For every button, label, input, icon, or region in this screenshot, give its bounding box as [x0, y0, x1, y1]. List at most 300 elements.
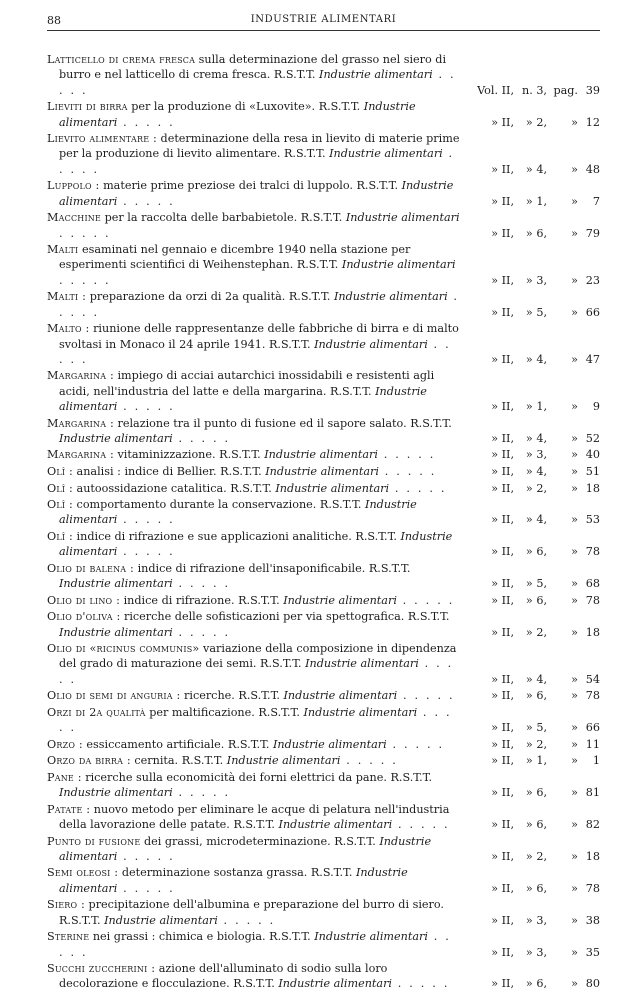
- ref-page-label: »: [571, 226, 578, 240]
- ref-volume: » II,: [491, 352, 514, 366]
- entry-journal: Industrie alimentari: [341, 258, 456, 272]
- entry-heading: Siero :: [47, 898, 85, 912]
- entry-source: R.S.T.T.: [310, 866, 353, 880]
- entry-description: determinazione sostanza grassa.: [121, 866, 308, 880]
- ref-issue: » 6,: [525, 689, 547, 703]
- entry-reference: [462, 273, 600, 288]
- entry-reference: [462, 785, 600, 800]
- ref-issue: » 4,: [525, 431, 547, 445]
- entry-text: [47, 131, 462, 177]
- index-entry: [47, 688, 600, 703]
- ref-volume: Vol. II,: [477, 83, 514, 97]
- ref-page-label: »: [571, 754, 578, 768]
- entry-reference: [462, 753, 600, 768]
- entry-source: R.S.T.T.: [283, 147, 326, 161]
- ref-volume: » II,: [491, 448, 514, 462]
- entry-source: R.S.T.T.: [288, 290, 331, 304]
- entry-description: nuovo metodo per eliminare le acque di pelatura nell'industria della lavorazione delle patate.: [59, 802, 450, 831]
- entry-reference: [462, 720, 600, 735]
- leader-dots: . . . . .: [340, 754, 399, 768]
- entry-heading: Pane :: [47, 770, 82, 784]
- entry-journal: Industrie alimentari: [226, 754, 341, 768]
- entry-journal: Industrie alimentari: [59, 384, 427, 414]
- entry-source: R.S.T.T.: [356, 179, 399, 193]
- ref-page: 52: [585, 431, 600, 445]
- ref-issue: » 3,: [525, 945, 547, 959]
- entry-reference: [462, 226, 600, 241]
- entry-heading: Macchine: [47, 211, 102, 225]
- entry-heading: Orzo :: [47, 737, 83, 751]
- ref-issue: » 2,: [525, 625, 547, 639]
- entry-heading: Malto :: [47, 322, 90, 336]
- entry-journal: Industrie alimentari: [59, 834, 432, 863]
- leader-dots: . . . . .: [117, 545, 175, 559]
- ref-page-label: »: [571, 465, 578, 478]
- ref-volume: » II,: [491, 431, 514, 445]
- leader-dots: . . . . .: [59, 705, 452, 735]
- index-entry: [47, 897, 600, 928]
- leader-dots: . . . . .: [378, 465, 437, 478]
- entry-source: R.S.T.T.: [296, 258, 339, 272]
- entry-text: [47, 321, 462, 367]
- leader-dots: . . . . .: [172, 786, 231, 800]
- entry-journal: Industrie alimentari: [59, 498, 417, 527]
- entry-heading: Lievito alimentare :: [47, 132, 157, 146]
- page-number: 88: [47, 14, 61, 27]
- entry-source: R.S.T.T.: [334, 834, 376, 848]
- leader-dots: . . . . .: [389, 481, 447, 495]
- ref-page: 48: [585, 162, 600, 176]
- entry-text: [47, 368, 462, 414]
- entry-text: [47, 178, 462, 209]
- entry-source: R.S.T.T.: [390, 770, 433, 784]
- ref-page-label: »: [571, 481, 578, 495]
- ref-issue: » 2,: [525, 115, 547, 129]
- ref-issue: » 5,: [525, 305, 547, 319]
- ref-issue: » 2,: [525, 849, 547, 863]
- index-entry: [47, 705, 600, 736]
- entry-reference: [462, 576, 600, 591]
- ref-volume: » II,: [491, 273, 514, 287]
- entry-text: [47, 705, 462, 736]
- ref-volume: » II,: [491, 305, 514, 319]
- entry-heading: Orzi di 2a qualità: [47, 705, 146, 719]
- entry-journal: Industrie alimentari: [333, 290, 448, 304]
- entry-description: essiccamento artificiale.: [86, 737, 225, 751]
- ref-page: 78: [585, 545, 600, 559]
- entry-heading: Patate :: [47, 802, 91, 816]
- leader-dots: . . . . .: [59, 273, 111, 287]
- leader-dots: . . . . .: [117, 194, 175, 208]
- ref-page-label: »: [571, 737, 578, 751]
- entry-description: indice di rifrazione dell'insaponificabile.: [137, 561, 366, 575]
- ref-page-label: »: [571, 818, 578, 831]
- leader-dots: . . . . .: [397, 689, 455, 703]
- page-header: [47, 14, 600, 28]
- entry-journal: Industrie alimentari: [59, 577, 173, 591]
- entry-source: R.S.T.T.: [319, 498, 362, 512]
- ref-page: 1: [592, 754, 600, 768]
- entry-description: riunione delle rappresentanze delle fabbriche di birra e di malto svoltasi in Monaco il 24 aprile 1941.: [59, 322, 459, 351]
- ref-page: 11: [585, 737, 600, 751]
- ref-issue: » 6,: [525, 977, 547, 991]
- entry-text: [47, 561, 462, 592]
- entry-reference: [462, 881, 600, 896]
- entry-heading: Margarina :: [47, 369, 114, 383]
- leader-dots: . . . . .: [59, 290, 460, 319]
- ref-page: 39: [585, 83, 600, 97]
- entry-reference: [462, 481, 600, 496]
- entry-description: per la produzione di «Luxovite».: [131, 100, 316, 114]
- ref-page: 18: [585, 625, 600, 639]
- entry-heading: Margarina :: [47, 416, 114, 430]
- ref-volume: » II,: [491, 625, 514, 639]
- ref-page-label: »: [571, 577, 578, 591]
- ref-page: 66: [585, 305, 600, 319]
- ref-issue: » 2,: [525, 737, 547, 751]
- ref-page-label: »: [571, 352, 578, 366]
- entry-text: [47, 834, 462, 865]
- entry-heading: Olio di balena :: [47, 561, 135, 575]
- ref-page-label: »: [571, 849, 578, 863]
- entry-reference: [462, 945, 600, 960]
- ref-page-label: »: [571, 721, 578, 735]
- entry-reference: [462, 352, 600, 367]
- entry-reference: [462, 194, 600, 209]
- entry-description: vitaminizzazione.: [117, 448, 216, 462]
- entry-heading: Olî :: [47, 498, 73, 512]
- ref-issue: » 6,: [525, 226, 547, 240]
- leader-dots: . . . . .: [117, 115, 175, 129]
- ref-issue: n. 3,: [522, 83, 547, 97]
- leader-dots: . . . . .: [392, 977, 450, 991]
- entry-heading: Olî :: [47, 481, 73, 495]
- entry-heading: Punto di fusione: [47, 834, 141, 848]
- ref-page-label: »: [571, 115, 578, 129]
- entry-text: [47, 99, 462, 130]
- index-entry: [47, 210, 600, 241]
- ref-page-label: »: [571, 431, 578, 445]
- entry-description: indice di rifrazione.: [123, 593, 235, 607]
- leader-dots: . . . . .: [172, 625, 231, 639]
- ref-issue: » 3,: [525, 273, 547, 287]
- entry-journal: Industrie alimentari: [283, 689, 398, 703]
- ref-volume: » II,: [491, 481, 514, 495]
- entry-reference: [462, 162, 600, 177]
- index-entry: [47, 737, 600, 752]
- entry-journal: Industrie alimentari: [314, 930, 428, 944]
- entry-heading: Margarina :: [47, 448, 114, 462]
- entry-source: R.S.T.T.: [330, 384, 372, 398]
- entry-description: nei grassi : chimica e biologia.: [92, 930, 266, 944]
- entry-text: [47, 753, 462, 768]
- index-entry: [47, 641, 600, 687]
- ref-issue: » 2,: [525, 481, 547, 495]
- entry-description: per la raccolta delle barbabietole.: [104, 211, 298, 225]
- entry-source: R.S.T.T.: [269, 930, 311, 944]
- index-entry: [47, 529, 600, 560]
- ref-volume: » II,: [491, 513, 514, 527]
- ref-page-label: »: [571, 881, 578, 895]
- entry-text: [47, 609, 462, 640]
- entry-source: R.S.T.T.: [220, 465, 262, 478]
- entry-source: R.S.T.T.: [269, 337, 311, 351]
- ref-volume: » II,: [491, 881, 514, 895]
- entry-description: impiego di acciai autarchici inossidabili e resistenti agli acidi, nell'industria del latte e della margarina.: [59, 369, 435, 398]
- entry-description: relazione tra il punto di fusione ed il sapore salato.: [117, 416, 407, 430]
- entry-reference: [462, 672, 600, 687]
- ref-page: 18: [585, 481, 600, 495]
- entry-reference: [462, 913, 600, 928]
- entry-description: dei grassi, microdeterminazione.: [143, 834, 331, 848]
- index-entry: [47, 52, 600, 98]
- entry-journal: Industrie alimentari: [278, 818, 393, 831]
- index-entry: [47, 242, 600, 288]
- entry-journal: Industrie alimentari: [319, 68, 433, 82]
- ref-issue: » 5,: [525, 577, 547, 591]
- entry-text: [47, 929, 462, 960]
- entry-description: per maltificazione.: [149, 705, 255, 719]
- entry-heading: Latticello di crema fresca: [47, 53, 196, 66]
- entry-text: [47, 242, 462, 288]
- ref-issue: » 4,: [525, 162, 547, 176]
- entry-source: R.S.T.T.: [273, 68, 316, 82]
- ref-volume: » II,: [491, 465, 514, 478]
- index-entries: [47, 52, 600, 993]
- leader-dots: . . . . .: [59, 337, 451, 366]
- entry-heading: Lieviti di birra: [47, 100, 128, 114]
- entry-reference: [462, 447, 600, 462]
- entry-text: [47, 210, 462, 241]
- entry-text: [47, 593, 462, 608]
- entry-source: R.S.T.T.: [238, 593, 280, 607]
- entry-heading: Succhi zuccherini :: [47, 962, 156, 976]
- ref-page-label: »: [571, 672, 578, 686]
- entry-description: cernita.: [134, 754, 179, 768]
- entry-reference: [462, 544, 600, 559]
- ref-page-label: »: [571, 625, 578, 639]
- entry-reference: [462, 737, 600, 752]
- header-rule: [47, 30, 600, 31]
- entry-reference: [462, 625, 600, 640]
- ref-page-label: »: [571, 913, 578, 927]
- ref-volume: » II,: [491, 913, 514, 927]
- ref-volume: » II,: [491, 115, 514, 129]
- ref-volume: » II,: [491, 577, 514, 591]
- ref-volume: » II,: [491, 162, 514, 176]
- leader-dots: . . . . .: [117, 513, 175, 527]
- entry-text: [47, 464, 462, 479]
- entry-source: R.S.T.T.: [219, 448, 261, 462]
- entry-journal: Industrie alimentari: [59, 866, 408, 895]
- index-entry: [47, 753, 600, 768]
- entry-description: ricerche.: [184, 689, 235, 703]
- entry-journal: Industrie alimentari: [314, 337, 428, 351]
- index-entry: [47, 961, 600, 992]
- ref-page-label: »: [571, 977, 578, 991]
- ref-page: 78: [585, 881, 600, 895]
- entry-description: ricerche sulla economicità dei forni elettrici da pane.: [85, 770, 387, 784]
- ref-page-label: »: [571, 400, 578, 414]
- index-entry: [47, 929, 600, 960]
- entry-reference: [462, 399, 600, 414]
- ref-issue: » 4,: [525, 672, 547, 686]
- ref-volume: » II,: [491, 689, 514, 703]
- entry-journal: Industrie alimentari: [59, 529, 453, 559]
- ref-volume: » II,: [491, 226, 514, 240]
- index-entry: [47, 368, 600, 414]
- entry-description: azione dell'alluminato di sodio sulla loro decolorazione e flocculazione.: [59, 962, 388, 991]
- entry-reference: [462, 849, 600, 864]
- entry-source: R.S.T.T.: [233, 977, 275, 991]
- entry-reference: [462, 115, 600, 130]
- entry-heading: Malti :: [47, 290, 87, 304]
- entry-text: [47, 497, 462, 528]
- ref-page: 53: [585, 513, 600, 527]
- entry-heading: Luppolo :: [47, 179, 100, 193]
- entry-text: [47, 52, 462, 98]
- entry-description: determinazione della resa in lievito di materie prime per la produzione di lievito alimentare.: [59, 132, 460, 161]
- entry-source: R.S.T.T.: [410, 416, 452, 430]
- entry-journal: Industrie alimentari: [275, 481, 390, 495]
- index-entry: [47, 321, 600, 367]
- ref-issue: » 6,: [525, 881, 547, 895]
- entry-text: [47, 529, 462, 560]
- entry-reference: [462, 464, 600, 479]
- ref-page: 7: [592, 194, 600, 208]
- entry-description: materie prime preziose dei tralci di luppolo.: [103, 179, 353, 193]
- ref-volume: » II,: [491, 737, 514, 751]
- index-entry: [47, 131, 600, 177]
- ref-page: 9: [592, 400, 600, 414]
- ref-page: 23: [585, 273, 600, 287]
- entry-text: [47, 865, 462, 896]
- ref-page-label: »: [571, 513, 578, 527]
- entry-journal: Industrie alimentari: [303, 705, 418, 719]
- ref-page: 66: [585, 721, 600, 735]
- entry-heading: Malti: [47, 243, 79, 257]
- ref-issue: » 6,: [525, 818, 547, 831]
- ref-page: 80: [585, 977, 600, 991]
- entry-text: [47, 481, 462, 496]
- leader-dots: . . . . .: [392, 818, 450, 831]
- entry-heading: Olio d'oliva :: [47, 610, 121, 624]
- entry-reference: [462, 593, 600, 608]
- ref-issue: » 6,: [525, 593, 547, 607]
- entry-text: [47, 688, 462, 703]
- entry-heading: Sterine: [47, 930, 90, 944]
- entry-reference: [462, 688, 600, 703]
- entry-source: R.S.T.T.: [355, 529, 397, 543]
- entry-text: [47, 897, 462, 928]
- ref-volume: » II,: [491, 849, 514, 863]
- index-entry: [47, 416, 600, 447]
- ref-volume: » II,: [491, 818, 514, 831]
- entry-journal: Industrie alimentari: [283, 593, 397, 607]
- ref-page-label: »: [571, 689, 578, 703]
- index-entry: [47, 802, 600, 833]
- ref-page-label: »: [571, 162, 578, 176]
- leader-dots: . . . . .: [396, 593, 455, 607]
- ref-issue: » 6,: [525, 786, 547, 800]
- leader-dots: . . . . .: [117, 881, 175, 895]
- leader-dots: . . . . .: [59, 68, 456, 97]
- ref-page-label: »: [571, 305, 578, 319]
- index-entry: [47, 464, 600, 479]
- entry-description: indice di rifrazione e sue applicazioni analitiche.: [76, 529, 352, 543]
- ref-page: 81: [585, 786, 600, 800]
- ref-page: 40: [585, 448, 600, 462]
- ref-page: 82: [585, 818, 600, 831]
- entry-source: R.S.T.T.: [407, 610, 450, 624]
- entry-text: [47, 802, 462, 833]
- leader-dots: . . . . .: [217, 913, 276, 927]
- ref-volume: » II,: [491, 194, 514, 208]
- ref-issue: » 3,: [525, 448, 547, 462]
- leader-dots: . . . . .: [377, 448, 436, 462]
- ref-page: 78: [585, 689, 600, 703]
- ref-page-label: »: [571, 545, 578, 559]
- entry-description: ricerche delle sofisticazioni per via spettografica.: [123, 610, 405, 624]
- ref-issue: » 3,: [525, 913, 547, 927]
- running-title: INDUSTRIE ALIMENTARI: [250, 14, 397, 25]
- ref-volume: » II,: [491, 545, 514, 559]
- leader-dots: . . . . .: [59, 930, 451, 959]
- entry-heading: Olî :: [47, 465, 73, 478]
- entry-source: R.S.T.T.: [233, 818, 275, 831]
- entry-journal: Industrie alimentari: [59, 179, 454, 208]
- ref-volume: » II,: [491, 754, 514, 768]
- ref-page-label: pag.: [553, 83, 578, 97]
- ref-issue: » 1,: [525, 400, 547, 414]
- index-entry: [47, 593, 600, 608]
- entry-journal: Industrie alimentari: [278, 977, 393, 991]
- entry-description: precipitazione dell'albumina e preparazione del burro di siero.: [88, 898, 444, 912]
- entry-journal: Industrie alimentari: [104, 913, 218, 927]
- entry-description: analisi : indice di Bellier.: [76, 465, 217, 478]
- ref-page: 35: [585, 945, 600, 959]
- entry-reference: [462, 976, 600, 991]
- entry-source: R.S.T.T.: [59, 913, 101, 927]
- ref-issue: » 4,: [525, 465, 547, 478]
- index-entry: [47, 497, 600, 528]
- ref-issue: » 1,: [525, 754, 547, 768]
- ref-page-label: »: [571, 786, 578, 800]
- entry-text: [47, 770, 462, 801]
- index-entry: [47, 834, 600, 865]
- entry-journal: Industrie alimentari: [329, 147, 443, 161]
- ref-page: 54: [585, 672, 600, 686]
- ref-page: 78: [585, 593, 600, 607]
- index-entry: [47, 609, 600, 640]
- ref-page-label: »: [571, 593, 578, 607]
- entry-text: [47, 737, 462, 752]
- ref-issue: » 1,: [525, 194, 547, 208]
- index-entry: [47, 865, 600, 896]
- ref-issue: » 4,: [525, 352, 547, 366]
- entry-journal: Industrie alimentari: [59, 100, 416, 129]
- entry-description: autoossidazione catalitica.: [76, 481, 227, 495]
- index-entry: [47, 770, 600, 801]
- entry-description: sulla determinazione del grasso nel siero di burro e nel latticello di crema fresca.: [59, 53, 447, 82]
- entry-source: R.S.T.T.: [368, 561, 411, 575]
- ref-page: 51: [585, 465, 600, 478]
- entry-reference: [462, 305, 600, 320]
- index-entry: [47, 481, 600, 496]
- entry-heading: Orzo da birra :: [47, 754, 131, 768]
- ref-page: 47: [585, 352, 600, 366]
- entry-source: R.S.T.T.: [318, 100, 361, 114]
